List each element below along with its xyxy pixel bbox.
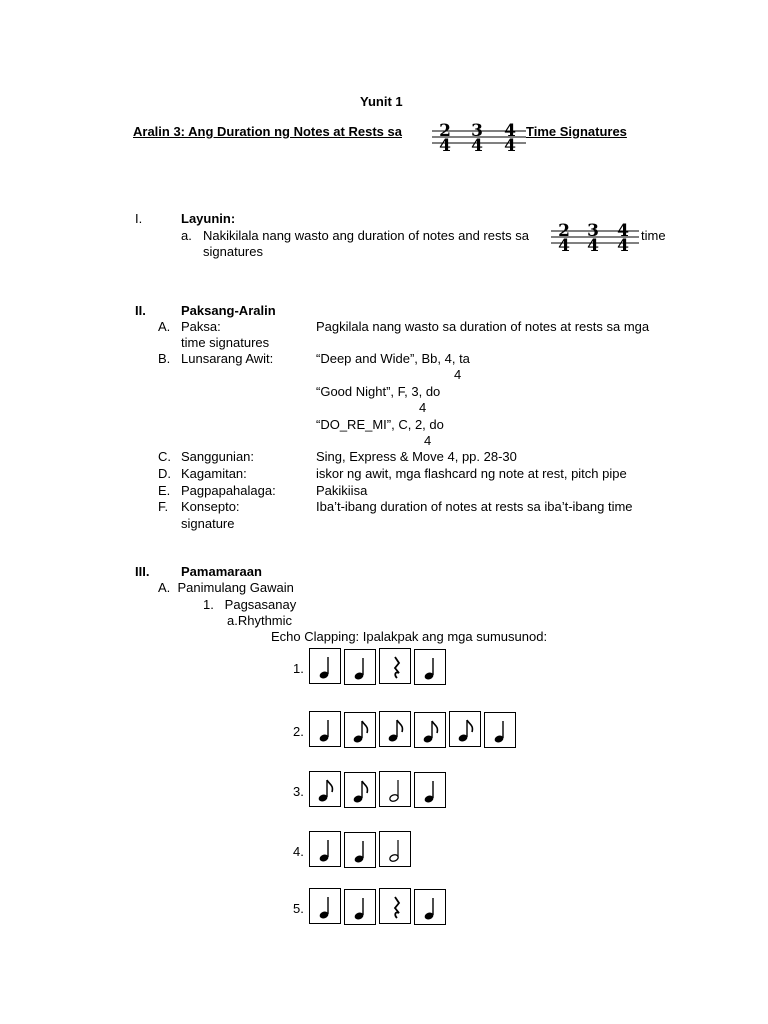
section-1-item-cont: signatures [203, 244, 263, 259]
rhythm-box [379, 711, 411, 747]
rhythm-box [309, 888, 341, 924]
svg-text:4: 4 [587, 236, 599, 254]
quarter-note-icon [345, 650, 377, 686]
quarter-note-icon [345, 833, 377, 869]
quarter-note-icon [310, 889, 342, 925]
row-value: Iba’t-ibang duration of notes at rests sa iba’t-ibang time [316, 499, 633, 514]
row-letter: B. [158, 351, 171, 366]
quarter-note-icon [310, 649, 342, 685]
quarter-rest-icon [380, 649, 412, 685]
section-1-item-suffix: time [641, 228, 666, 243]
time-signatures-icon [551, 220, 639, 254]
rhythm-box [379, 648, 411, 684]
rhythm-box [414, 649, 446, 685]
section-3-numeral: III. [135, 564, 150, 579]
rhythm-box [344, 772, 376, 808]
lesson-title-suffix: Time Signatures [526, 124, 627, 139]
song-meter-denominator: 4 [454, 367, 462, 382]
rhythm-box [344, 649, 376, 685]
row-value: Pagkilala nang wasto sa duration of notes at rests sa mga [316, 319, 650, 334]
song-title: “DO_RE_MI”, C, 2, do [316, 417, 444, 432]
row-letter: C. [158, 449, 171, 464]
row-label: Pagpapahalaga: [181, 483, 276, 498]
rhythm-box [414, 712, 446, 748]
svg-text:4: 4 [558, 236, 570, 254]
song-title: “Deep and Wide”, Bb, 4, ta [316, 351, 470, 366]
section-1-title: Layunin: [181, 211, 236, 226]
section-3-sub-1: 1. Pagsasanay [203, 597, 297, 612]
rhythm-box [344, 712, 376, 748]
quarter-note-icon [310, 712, 342, 748]
quarter-note-icon [415, 773, 447, 809]
song-meter-denominator: 4 [424, 433, 432, 448]
row-value: iskor ng awit, mga flashcard ng note at rest, pitch pipe [316, 466, 627, 481]
section-1-item-text: Nakikilala nang wasto ang duration of notes and rests sa [203, 228, 529, 243]
eighth-note-icon [310, 772, 342, 808]
ts-bottom: 4 [471, 136, 483, 154]
unit-title: Yunit 1 [360, 94, 403, 109]
row-value: Sing, Express & Move 4, pp. 28-30 [316, 449, 517, 464]
rhythm-box [309, 711, 341, 747]
quarter-note-icon [345, 890, 377, 926]
row-label: Sanggunian: [181, 449, 255, 464]
exercise-label: 2. [293, 724, 304, 739]
rhythm-box [484, 712, 516, 748]
section-2-numeral: II. [135, 303, 146, 318]
exercise-label: 3. [293, 784, 304, 799]
eighth-note-icon [345, 773, 377, 809]
ts-bottom: 4 [439, 136, 451, 154]
rhythm-box [344, 889, 376, 925]
row-value-cont: signature [181, 516, 235, 531]
section-3-sub-a2: a.Rhythmic [227, 613, 293, 628]
section-2-title: Paksang-Aralin [181, 303, 276, 318]
quarter-rest-icon [380, 889, 412, 925]
ts-top: 3 [471, 121, 483, 141]
section-3-title: Pamamaraan [181, 564, 262, 579]
half-note-icon [380, 772, 412, 808]
section-1-item-letter: a. [181, 228, 192, 243]
svg-text:4: 4 [617, 221, 629, 241]
exercise-label: 1. [293, 661, 304, 676]
svg-text:3: 3 [587, 221, 599, 241]
time-signatures-icon [432, 120, 526, 154]
exercise-label: 5. [293, 901, 304, 916]
svg-text:4: 4 [617, 236, 629, 254]
lesson-title: Aralin 3: Ang Duration ng Notes at Rests sa [133, 124, 402, 139]
rhythm-box [309, 831, 341, 867]
ts-top: 2 [439, 121, 451, 141]
eighth-note-icon [415, 713, 447, 749]
rhythm-box [379, 771, 411, 807]
section-3-sub-a: A. Panimulang Gawain [158, 580, 294, 595]
quarter-note-icon [415, 650, 447, 686]
rhythm-box [309, 648, 341, 684]
quarter-note-icon [310, 832, 342, 868]
row-label: Konsepto: [181, 499, 240, 514]
rhythm-box [344, 832, 376, 868]
eighth-note-icon [450, 712, 482, 748]
rhythm-box [449, 711, 481, 747]
rhythm-box [309, 771, 341, 807]
ts-bottom: 4 [504, 136, 516, 154]
song-title: “Good Night”, F, 3, do [316, 384, 441, 399]
section-1-numeral: I. [135, 211, 143, 226]
row-label: Lunsarang Awit: [181, 351, 274, 366]
ts-top: 4 [504, 121, 516, 141]
quarter-note-icon [485, 713, 517, 749]
quarter-note-icon [415, 890, 447, 926]
instruction: Echo Clapping: Ipalakpak ang mga sumusunod: [271, 629, 548, 644]
row-letter: F. [158, 499, 169, 514]
time-signature-group-inline [551, 220, 639, 254]
row-letter: E. [158, 483, 171, 498]
rhythm-box [379, 831, 411, 867]
rhythm-box [414, 772, 446, 808]
row-label: Kagamitan: [181, 466, 247, 481]
row-letter: A. [158, 319, 171, 334]
row-label: Paksa: [181, 319, 221, 334]
exercise-label: 4. [293, 844, 304, 859]
half-note-icon [380, 832, 412, 868]
rhythm-box [414, 889, 446, 925]
row-letter: D. [158, 466, 171, 481]
rhythm-box [379, 888, 411, 924]
row-value-cont: time signatures [181, 335, 270, 350]
row-value: Pakikiisa [316, 483, 368, 498]
eighth-note-icon [380, 712, 412, 748]
eighth-note-icon [345, 713, 377, 749]
svg-text:2: 2 [558, 221, 570, 241]
time-signature-group-title [432, 120, 526, 154]
song-meter-denominator: 4 [419, 400, 427, 415]
